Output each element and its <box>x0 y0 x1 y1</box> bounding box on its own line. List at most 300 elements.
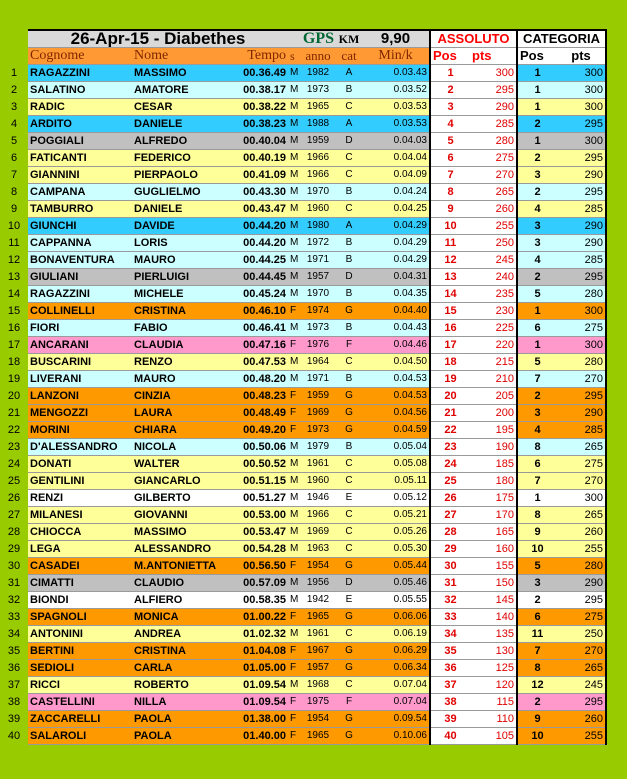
minkm-cell: 0.04.24 <box>362 184 430 201</box>
row-number: 40 <box>0 728 28 745</box>
minkm-cell: 0.04.40 <box>362 303 430 320</box>
tempo-cell: 00.51.15 <box>236 473 288 490</box>
nome-cell: ALFREDO <box>132 133 236 150</box>
cognome-cell: RADIC <box>28 99 132 116</box>
table-row <box>0 201 606 218</box>
tempo-cell: 00.38.17 <box>236 82 288 99</box>
table-row <box>0 388 606 405</box>
cat-cell: A <box>336 116 362 133</box>
assoluto-pos-cell: 17 <box>430 337 470 354</box>
categoria-pos-cell: 8 <box>517 507 557 524</box>
row-number: 4 <box>0 116 28 133</box>
cat-cell: C <box>336 524 362 541</box>
table-row <box>0 354 606 371</box>
assoluto-pos-cell: 24 <box>430 456 470 473</box>
minkm-cell: 0.04.43 <box>362 320 430 337</box>
sesso-cell: M <box>288 235 300 252</box>
cognome-cell: ANCARANI <box>28 337 132 354</box>
categoria-pts-cell: 290 <box>557 218 606 235</box>
categoria-pts-cell: 275 <box>557 609 606 626</box>
row-number: 39 <box>0 711 28 728</box>
cat-cell: B <box>336 82 362 99</box>
anno-cell: 1961 <box>300 626 336 643</box>
table-row <box>0 422 606 439</box>
tempo-cell: 00.44.25 <box>236 252 288 269</box>
nome-cell: GILBERTO <box>132 490 236 507</box>
categoria-pts-cell: 265 <box>557 439 606 456</box>
anno-cell: 1966 <box>300 167 336 184</box>
row-number: 16 <box>0 320 28 337</box>
row-number-cell <box>0 48 28 65</box>
minkm-cell: 0.05.12 <box>362 490 430 507</box>
row-number: 7 <box>0 167 28 184</box>
cat-cell: F <box>336 694 362 711</box>
tempo-cell: 00.49.20 <box>236 422 288 439</box>
anno-cell: 1966 <box>300 507 336 524</box>
cognome-cell: BERTINI <box>28 643 132 660</box>
categoria-pos-cell: 10 <box>517 728 557 745</box>
table-row <box>0 456 606 473</box>
row-number: 6 <box>0 150 28 167</box>
categoria-pts-cell: 285 <box>557 252 606 269</box>
anno-cell: 1974 <box>300 303 336 320</box>
cognome-cell: CASTELLINI <box>28 694 132 711</box>
table-row <box>0 320 606 337</box>
minkm-cell: 0.04.31 <box>362 269 430 286</box>
row-number: 8 <box>0 184 28 201</box>
assoluto-pos-cell: 25 <box>430 473 470 490</box>
assoluto-pts-cell: 295 <box>470 82 517 99</box>
table-row <box>0 677 606 694</box>
assoluto-pos-cell: 2 <box>430 82 470 99</box>
table-row <box>0 337 606 354</box>
tempo-cell: 00.40.19 <box>236 150 288 167</box>
cognome-cell: ANTONINI <box>28 626 132 643</box>
assoluto-pos-cell: 5 <box>430 133 470 150</box>
minkm-cell: 0.04.29 <box>362 252 430 269</box>
sesso-cell: M <box>288 184 300 201</box>
tempo-cell: 01.04.08 <box>236 643 288 660</box>
tempo-cell: 00.53.47 <box>236 524 288 541</box>
tempo-cell: 01.09.54 <box>236 677 288 694</box>
assoluto-pts-cell: 260 <box>470 201 517 218</box>
assoluto-pos-cell: 38 <box>430 694 470 711</box>
categoria-pts-cell: 290 <box>557 405 606 422</box>
anno-cell: 1954 <box>300 711 336 728</box>
tempo-cell: 01.40.00 <box>236 728 288 745</box>
anno-cell: 1973 <box>300 422 336 439</box>
assoluto-pos-cell: 26 <box>430 490 470 507</box>
categoria-pos-cell: 2 <box>517 694 557 711</box>
categoria-pts-cell: 285 <box>557 422 606 439</box>
minkm-cell: 0.03.43 <box>362 65 430 82</box>
assoluto-pos-cell: 33 <box>430 609 470 626</box>
minkm-cell: 0.04.29 <box>362 218 430 235</box>
tempo-cell: 00.38.22 <box>236 99 288 116</box>
nome-cell: ALFIERO <box>132 592 236 609</box>
sesso-cell: F <box>288 711 300 728</box>
minkm-cell: 0.10.06 <box>362 728 430 745</box>
sesso-cell: F <box>288 660 300 677</box>
cognome-cell: FATICANTI <box>28 150 132 167</box>
minkm-cell: 0.05.08 <box>362 456 430 473</box>
categoria-pos-cell: 8 <box>517 439 557 456</box>
cat-cell: E <box>336 490 362 507</box>
categoria-pos-cell: 1 <box>517 65 557 82</box>
anno-cell: 1946 <box>300 490 336 507</box>
sesso-cell: F <box>288 422 300 439</box>
anno-cell: 1969 <box>300 524 336 541</box>
categoria-pts-cell: 300 <box>557 133 606 150</box>
assoluto-pts-cell: 140 <box>470 609 517 626</box>
categoria-pts-cell: 275 <box>557 320 606 337</box>
categoria-pos-cell: 1 <box>517 82 557 99</box>
sesso-cell: F <box>288 728 300 745</box>
cat-cell: G <box>336 303 362 320</box>
tempo-cell: 00.47.53 <box>236 354 288 371</box>
assoluto-pts-cell: 255 <box>470 218 517 235</box>
row-number: 5 <box>0 133 28 150</box>
cat-cell: G <box>336 558 362 575</box>
tempo-cell: 00.41.09 <box>236 167 288 184</box>
cat-cell: G <box>336 711 362 728</box>
table-row <box>0 150 606 167</box>
cat-cell: E <box>336 592 362 609</box>
tempo-cell: 00.50.06 <box>236 439 288 456</box>
assoluto-pts-cell: 235 <box>470 286 517 303</box>
nome-cell: FABIO <box>132 320 236 337</box>
categoria-header: CATEGORIA <box>517 30 606 48</box>
anno-cell: 1973 <box>300 82 336 99</box>
cognome-cell: FIORI <box>28 320 132 337</box>
assoluto-pts-cell: 300 <box>470 65 517 82</box>
anno-cell: 1965 <box>300 728 336 745</box>
row-number: 31 <box>0 575 28 592</box>
nome-cell: GIANCARLO <box>132 473 236 490</box>
assoluto-pts-cell: 210 <box>470 371 517 388</box>
minkm-cell: 0.04.59 <box>362 422 430 439</box>
categoria-pos-cell: 10 <box>517 541 557 558</box>
anno-cell: 1957 <box>300 660 336 677</box>
nome-cell: CLAUDIA <box>132 337 236 354</box>
categoria-pts-cell: 270 <box>557 473 606 490</box>
assoluto-pts-cell: 250 <box>470 235 517 252</box>
assoluto-pts-cell: 190 <box>470 439 517 456</box>
sesso-cell: F <box>288 405 300 422</box>
row-number: 32 <box>0 592 28 609</box>
assoluto-pos-cell: 27 <box>430 507 470 524</box>
anno-cell: 1975 <box>300 694 336 711</box>
categoria-pos-cell: 4 <box>517 201 557 218</box>
minkm-cell: 0.05.30 <box>362 541 430 558</box>
assoluto-pos-cell: 23 <box>430 439 470 456</box>
nome-cell: CINZIA <box>132 388 236 405</box>
cat-cell: C <box>336 677 362 694</box>
cognome-cell: DONATI <box>28 456 132 473</box>
anno-cell: 1957 <box>300 269 336 286</box>
categoria-pts-cell: 300 <box>557 99 606 116</box>
row-number: 13 <box>0 269 28 286</box>
table-row <box>0 133 606 150</box>
nome-cell: MICHELE <box>132 286 236 303</box>
assoluto-pts-cell: 155 <box>470 558 517 575</box>
categoria-pos-cell: 3 <box>517 575 557 592</box>
row-number: 14 <box>0 286 28 303</box>
col-header-cognome: Cognome <box>28 48 132 65</box>
categoria-pos-cell: 2 <box>517 184 557 201</box>
nome-cell: MAURO <box>132 252 236 269</box>
minkm-cell: 0.04.53 <box>362 371 430 388</box>
categoria-pos-cell: 6 <box>517 609 557 626</box>
col-header-pts: pts <box>470 48 517 65</box>
row-number: 3 <box>0 99 28 116</box>
tempo-cell: 00.38.23 <box>236 116 288 133</box>
row-number: 30 <box>0 558 28 575</box>
anno-cell: 1961 <box>300 456 336 473</box>
assoluto-pos-cell: 32 <box>430 592 470 609</box>
anno-cell: 1971 <box>300 371 336 388</box>
nome-cell: DANIELE <box>132 201 236 218</box>
tempo-cell: 01.05.00 <box>236 660 288 677</box>
categoria-pts-cell: 255 <box>557 541 606 558</box>
categoria-pts-cell: 300 <box>557 65 606 82</box>
sesso-cell: F <box>288 694 300 711</box>
table-row <box>0 116 606 133</box>
cat-cell: D <box>336 575 362 592</box>
sesso-cell: M <box>288 626 300 643</box>
assoluto-pts-cell: 130 <box>470 643 517 660</box>
cat-cell: B <box>336 320 362 337</box>
categoria-pos-cell: 6 <box>517 320 557 337</box>
tempo-cell: 00.50.52 <box>236 456 288 473</box>
minkm-cell: 0.06.06 <box>362 609 430 626</box>
cognome-cell: RAGAZZINI <box>28 65 132 82</box>
assoluto-pos-cell: 22 <box>430 422 470 439</box>
sesso-cell: M <box>288 507 300 524</box>
categoria-pts-cell: 295 <box>557 150 606 167</box>
categoria-pos-cell: 1 <box>517 133 557 150</box>
nome-cell: AMATORE <box>132 82 236 99</box>
cat-cell: G <box>336 422 362 439</box>
categoria-pos-cell: 1 <box>517 337 557 354</box>
categoria-pts-cell: 300 <box>557 490 606 507</box>
assoluto-pos-cell: 20 <box>430 388 470 405</box>
minkm-cell: 0.05.55 <box>362 592 430 609</box>
cat-cell: A <box>336 218 362 235</box>
assoluto-pts-cell: 195 <box>470 422 517 439</box>
row-number: 25 <box>0 473 28 490</box>
assoluto-pos-cell: 40 <box>430 728 470 745</box>
categoria-pts-cell: 245 <box>557 677 606 694</box>
title-row <box>0 30 606 48</box>
cognome-cell: POGGIALI <box>28 133 132 150</box>
assoluto-pos-cell: 4 <box>430 116 470 133</box>
categoria-pts-cell: 295 <box>557 184 606 201</box>
cat-cell: G <box>336 609 362 626</box>
categoria-pos-cell: 1 <box>517 303 557 320</box>
cat-cell: G <box>336 660 362 677</box>
assoluto-pos-cell: 28 <box>430 524 470 541</box>
anno-cell: 1980 <box>300 218 336 235</box>
assoluto-pos-cell: 15 <box>430 303 470 320</box>
categoria-pos-cell: 12 <box>517 677 557 694</box>
tempo-cell: 01.00.22 <box>236 609 288 626</box>
row-number: 12 <box>0 252 28 269</box>
col-header-tempo: Tempo <box>236 48 288 65</box>
sesso-cell: F <box>288 643 300 660</box>
assoluto-pos-cell: 31 <box>430 575 470 592</box>
categoria-pos-cell: 8 <box>517 660 557 677</box>
categoria-pos-cell: 7 <box>517 643 557 660</box>
categoria-pos-cell: 7 <box>517 371 557 388</box>
row-number: 36 <box>0 660 28 677</box>
anno-cell: 1965 <box>300 99 336 116</box>
categoria-pts-cell: 290 <box>557 167 606 184</box>
assoluto-pos-cell: 1 <box>430 65 470 82</box>
categoria-pts-cell: 295 <box>557 116 606 133</box>
assoluto-pos-cell: 6 <box>430 150 470 167</box>
row-number: 18 <box>0 354 28 371</box>
categoria-pos-cell: 2 <box>517 592 557 609</box>
cognome-cell: SALATINO <box>28 82 132 99</box>
sesso-cell: M <box>288 82 300 99</box>
assoluto-pts-cell: 165 <box>470 524 517 541</box>
col-header-cat: cat <box>336 48 362 65</box>
cognome-cell: COLLINELLI <box>28 303 132 320</box>
categoria-pos-cell: 9 <box>517 711 557 728</box>
assoluto-pts-cell: 170 <box>470 507 517 524</box>
categoria-pos-cell: 3 <box>517 235 557 252</box>
anno-cell: 1971 <box>300 252 336 269</box>
nome-cell: RENZO <box>132 354 236 371</box>
categoria-pos-cell: 2 <box>517 150 557 167</box>
assoluto-pos-cell: 35 <box>430 643 470 660</box>
tempo-cell: 00.43.47 <box>236 201 288 218</box>
minkm-cell: 0.05.21 <box>362 507 430 524</box>
cat-cell: B <box>336 439 362 456</box>
categoria-pts-cell: 270 <box>557 371 606 388</box>
row-number: 2 <box>0 82 28 99</box>
assoluto-pts-cell: 270 <box>470 167 517 184</box>
minkm-cell: 0.04.50 <box>362 354 430 371</box>
assoluto-pos-cell: 13 <box>430 269 470 286</box>
row-number: 15 <box>0 303 28 320</box>
cognome-cell: RAGAZZINI <box>28 286 132 303</box>
cognome-cell: BUSCARINI <box>28 354 132 371</box>
anno-cell: 1960 <box>300 201 336 218</box>
nome-cell: GUGLIELMO <box>132 184 236 201</box>
sesso-cell: M <box>288 167 300 184</box>
cognome-cell: LANZONI <box>28 388 132 405</box>
anno-cell: 1959 <box>300 133 336 150</box>
row-number: 11 <box>0 235 28 252</box>
categoria-pts-cell: 285 <box>557 201 606 218</box>
row-number: 27 <box>0 507 28 524</box>
cat-cell: B <box>336 184 362 201</box>
cat-cell: B <box>336 371 362 388</box>
nome-cell: NILLA <box>132 694 236 711</box>
sesso-cell: F <box>288 388 300 405</box>
table-row <box>0 286 606 303</box>
sesso-cell: M <box>288 116 300 133</box>
assoluto-pts-cell: 205 <box>470 388 517 405</box>
cat-cell: A <box>336 65 362 82</box>
minkm-cell: 0.05.44 <box>362 558 430 575</box>
tempo-cell: 00.58.35 <box>236 592 288 609</box>
table-row <box>0 558 606 575</box>
minkm-cell: 0.04.35 <box>362 286 430 303</box>
assoluto-pos-cell: 10 <box>430 218 470 235</box>
nome-cell: MAURO <box>132 371 236 388</box>
row-number: 29 <box>0 541 28 558</box>
row-number: 19 <box>0 371 28 388</box>
tempo-cell: 00.57.09 <box>236 575 288 592</box>
anno-cell: 1988 <box>300 116 336 133</box>
minkm-cell: 0.04.25 <box>362 201 430 218</box>
categoria-pos-cell: 2 <box>517 269 557 286</box>
tempo-cell: 00.56.50 <box>236 558 288 575</box>
table-row <box>0 235 606 252</box>
cognome-cell: CIMATTI <box>28 575 132 592</box>
col-header-minkm: Min/k <box>362 48 430 65</box>
cognome-cell: CAPPANNA <box>28 235 132 252</box>
cognome-cell: BONAVENTURA <box>28 252 132 269</box>
minkm-cell: 0.03.53 <box>362 116 430 133</box>
table-row <box>0 626 606 643</box>
row-number: 10 <box>0 218 28 235</box>
cognome-cell: TAMBURRO <box>28 201 132 218</box>
categoria-pos-cell: 7 <box>517 473 557 490</box>
nome-cell: CARLA <box>132 660 236 677</box>
assoluto-pos-cell: 3 <box>430 99 470 116</box>
minkm-cell: 0.04.29 <box>362 235 430 252</box>
assoluto-pts-cell: 160 <box>470 541 517 558</box>
col-header-nome: Nome <box>132 48 236 65</box>
cat-cell: F <box>336 337 362 354</box>
categoria-pos-cell: 1 <box>517 99 557 116</box>
minkm-cell: 0.03.52 <box>362 82 430 99</box>
minkm-cell: 0.06.34 <box>362 660 430 677</box>
table-row <box>0 490 606 507</box>
col-header-pos: Pos <box>430 48 470 65</box>
assoluto-pts-cell: 245 <box>470 252 517 269</box>
nome-cell: LORIS <box>132 235 236 252</box>
minkm-cell: 0.04.03 <box>362 133 430 150</box>
table-row <box>0 269 606 286</box>
row-number: 28 <box>0 524 28 541</box>
tempo-cell: 00.44.20 <box>236 235 288 252</box>
cat-cell: C <box>336 473 362 490</box>
categoria-pts-cell: 290 <box>557 235 606 252</box>
sesso-cell: M <box>288 677 300 694</box>
anno-cell: 1960 <box>300 473 336 490</box>
anno-cell: 1973 <box>300 320 336 337</box>
table-row <box>0 303 606 320</box>
table-row <box>0 541 606 558</box>
sesso-cell: M <box>288 575 300 592</box>
assoluto-pos-cell: 34 <box>430 626 470 643</box>
cognome-cell: GIULIANI <box>28 269 132 286</box>
row-number: 35 <box>0 643 28 660</box>
minkm-cell: 0.03.53 <box>362 99 430 116</box>
tempo-cell: 00.44.20 <box>236 218 288 235</box>
nome-cell: CESAR <box>132 99 236 116</box>
row-number-cell <box>0 30 28 48</box>
anno-cell: 1963 <box>300 541 336 558</box>
categoria-pts-cell: 295 <box>557 592 606 609</box>
categoria-pts-cell: 260 <box>557 711 606 728</box>
minkm-cell: 0.09.54 <box>362 711 430 728</box>
